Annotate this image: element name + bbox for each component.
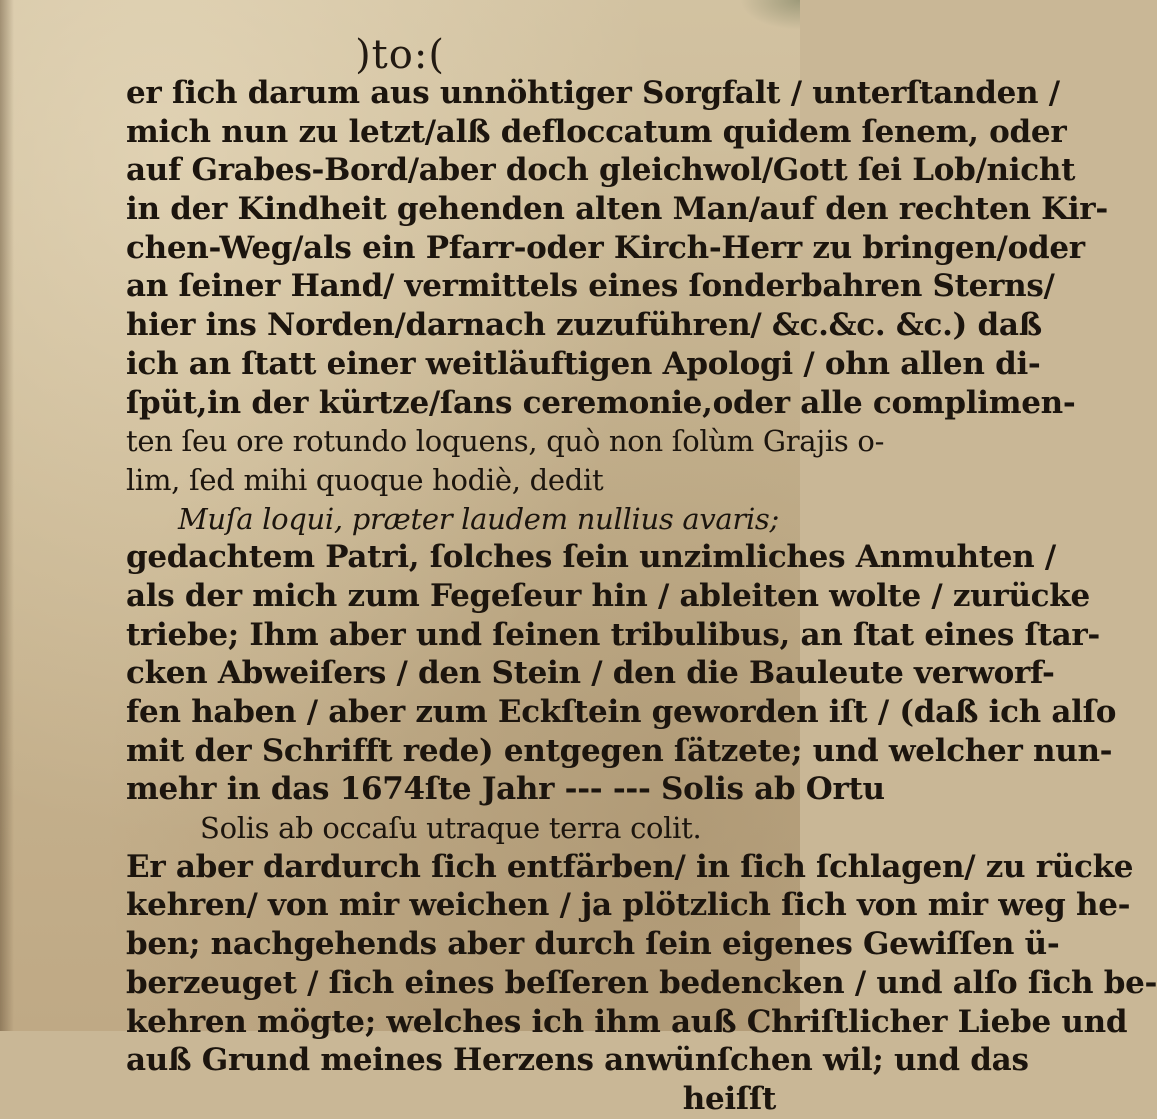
text-line-4: in der Kindheit gehenden alten Man/auf den rechten Kir- <box>126 191 1108 228</box>
text-line-24: berzeuget / ſich eines beſſeren bedencken / und alſo ſich be- <box>126 964 1157 1001</box>
text-line-6: an ſeiner Hand/ vermittels eines ſonderbahren Sterns/ <box>126 268 1055 305</box>
page-number: )to:( <box>355 32 445 78</box>
text-line-2: mich nun zu letzt/alß defloccatum quidem ſenem, oder <box>126 113 1067 150</box>
catchword: heiſſt <box>682 1080 776 1117</box>
text-line-15: triebe; Ihm aber und ſeinen tribulibus, an ſtat eines ſtar- <box>126 616 1100 653</box>
text-line-16: cken Abweiſers / den Stein / den die Bauleute verworf- <box>126 655 1055 692</box>
text-line-14: als der mich zum Fegeſeur hin / ableiten wolte / zurücke <box>126 577 1090 614</box>
text-line-8: ich an ſtatt einer weitläuftigen Apologi / ohn allen di- <box>126 345 1041 382</box>
text-line-26: auß Grund meines Herzens anwünſchen wil; und das <box>126 1042 1029 1079</box>
text-line-19: mehr in das 1674ſte Jahr --- --- Solis ab Ortu <box>126 771 885 808</box>
text-line-7: hier ins Norden/darnach zuzuführen/ &c.&c. &c.) daß <box>126 307 1042 344</box>
text-line-22: kehren/ von mir weichen / ja plötzlich ſich von mir weg he- <box>126 887 1131 924</box>
text-line-11: lim, ſed mihi quoque hodiè, dedit <box>126 462 604 497</box>
text-line-17: fen haben / aber zum Eckſtein geworden iſt / (daß ich alſo <box>126 694 1117 730</box>
page-corner-stain <box>740 0 800 30</box>
text-line-13: gedachtem Patri, ſolches ſein unzimliches Anmuhten / <box>126 539 1056 576</box>
verse-line-2: Solis ab occaſu utraque terra colit. <box>200 811 702 846</box>
verse-line-1: Muſa loqui, præter laudem nullius avaris; <box>178 501 779 536</box>
text-line-23: ben; nachgehends aber durch ſein eigenes Gewiſſen ü- <box>126 926 1060 963</box>
text-line-9: ſpüt,in der kürtze/ſans ceremonie,oder alle complimen- <box>126 384 1076 421</box>
text-line-21: Er aber dardurch ſich entfärben/ in ſich ſchlagen/ zu rücke <box>126 848 1134 885</box>
text-line-3: auf Grabes-Bord/aber doch gleichwol/Gott ſei Lob/nicht <box>126 152 1076 189</box>
text-line-10: ten ſeu ore rotundo loquens, quò non ſolùm Grajis o- <box>126 424 885 459</box>
page-gutter-shadow <box>0 0 14 1031</box>
text-line-25: kehren mögte; welches ich ihm auß Chriſtlicher Liebe und <box>126 1003 1128 1040</box>
body-text <box>126 74 1157 1119</box>
text-line-1: er ſich darum aus unnöhtiger Sorgfalt / unterſtanden / <box>126 75 1060 111</box>
text-line-18: mit der Schrifft rede) entgegen ſätzete; und welcher nun- <box>126 732 1113 769</box>
text-line-5: chen-Weg/als ein Pfarr-oder Kirch-Herr zu bringen/oder <box>126 229 1085 266</box>
